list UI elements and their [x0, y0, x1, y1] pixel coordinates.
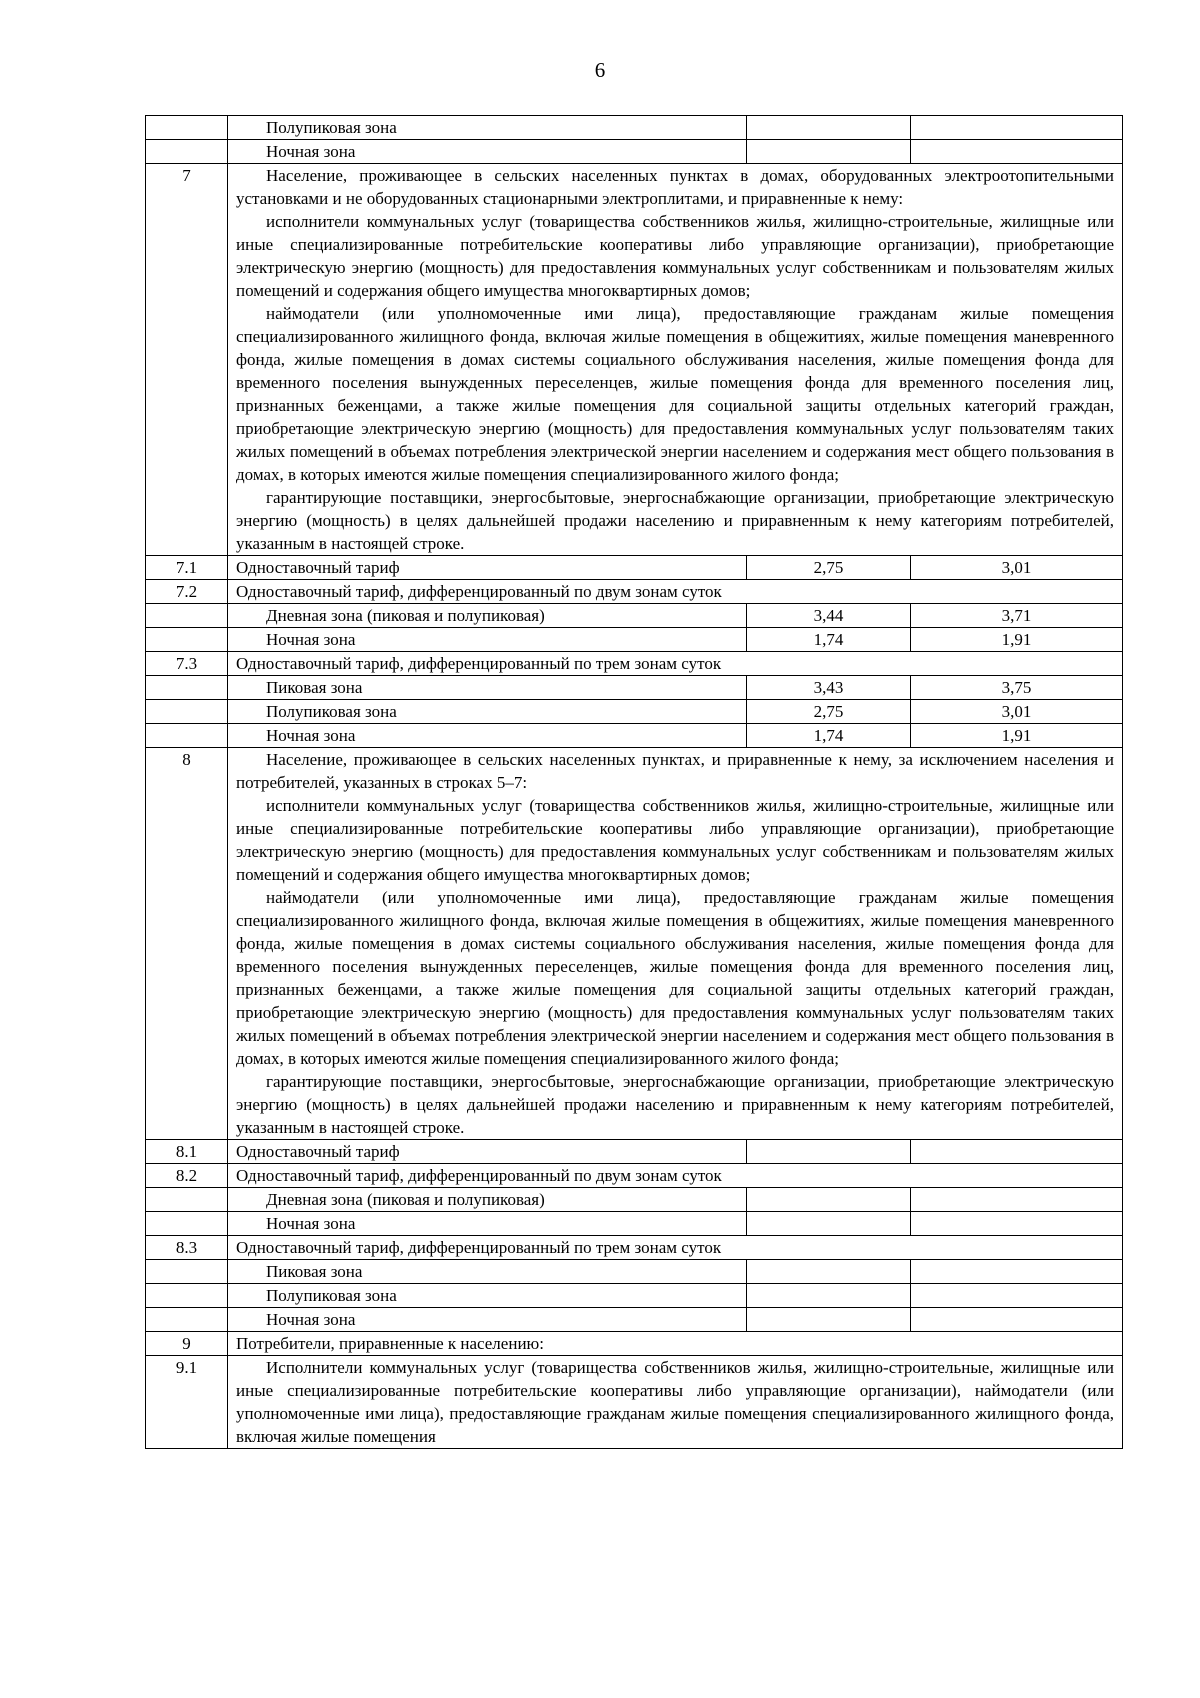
- table-row: 9.1 Исполнители коммунальных услуг (товарищества собственников жилья, жилищно-строительные, жилищные или иные специализированные потребительские кооперативы либо управляющие организации), наймодатели (или уполномоченные ими лица), предоставляющие гражданам жилые помещения специализированного жилищного фонда, включая жилые помещения: [146, 1356, 1123, 1449]
- table-row: 7 Население, проживающее в сельских населенных пунктах в домах, оборудованных электроотопительными установками и не оборудованных стационарными электроплитами, и приравненные к нему: исполнители коммунальных услуг (товарищества собственников жилья, жилищно-строительные, жилищные или иные специализированные потребительские кооперативы либо управляющие организации), приобретающие электрическую энергию (мощность) для предоставления коммунальных услуг собственникам и пользователям жилых помещений и содержания общего имущества многоквартирных домов; наймодатели (или уполномоченные ими лица), предоставляющие гражданам жилые помещения специализированного жилищного фонда, включая жилые помещения в общежитиях, жилые помещения маневренного фонда, жилые помещения в домах системы социального обслуживания населения, жилые помещения фонда для временного поселения вынужденных переселенцев, жилые помещения фонда для временного поселения лиц, признанных беженцами, а также жилые помещения для социальной защиты отдельных категорий граждан, приобретающие электрическую энергию (мощность) для предоставления коммунальных услуг пользователям таких жилых помещений в объемах потребления электрической энергии населением и содержания мест общего пользования в домах, в которых имеются жилые помещения специализированного жилого фонда; гарантирующие поставщики, энергосбытовые, энергоснабжающие организации, приобретающие электрическую энергию (мощность) в целях дальнейшей продажи населению и приравненным к нему категориям потребителей, указанным в настоящей строке.: [146, 164, 1123, 556]
- table-row: Ночная зона: [146, 1212, 1123, 1236]
- table-row: 7.1 Одноставочный тариф 2,75 3,01: [146, 556, 1123, 580]
- zone-label: Ночная зона: [228, 140, 747, 164]
- page-number: 6: [594, 58, 606, 82]
- table-row: 8.2 Одноставочный тариф, дифференцированный по двум зонам суток: [146, 1164, 1123, 1188]
- table-row: 7.2 Одноставочный тариф, дифференцированный по двум зонам суток: [146, 580, 1123, 604]
- table-row: 9 Потребители, приравненные к населению:: [146, 1332, 1123, 1356]
- table-row: [146, 116, 1123, 140]
- table-row: [146, 140, 1123, 164]
- table-row: Ночная зона 1,74 1,91: [146, 724, 1123, 748]
- tariff-table: [145, 115, 1123, 1449]
- table-row: Полупиковая зона: [146, 1284, 1123, 1308]
- table-row: Дневная зона (пиковая и полупиковая): [146, 1188, 1123, 1212]
- table-row: 8.1 Одноставочный тариф: [146, 1140, 1123, 1164]
- row-description: Население, проживающее в сельских населенных пунктах в домах, оборудованных электроотопительными установками и не оборудованных стационарными электроплитами, и приравненные к нему:: [236, 166, 1114, 208]
- row-number: 7: [146, 164, 228, 556]
- table-row: Ночная зона: [146, 1308, 1123, 1332]
- table-row: 8.3 Одноставочный тариф, дифференцированный по трем зонам суток: [146, 1236, 1123, 1260]
- table-row: 7.3 Одноставочный тариф, дифференцированный по трем зонам суток: [146, 652, 1123, 676]
- table-row: Дневная зона (пиковая и полупиковая) 3,44 3,71: [146, 604, 1123, 628]
- zone-label: Полупиковая зона: [228, 116, 747, 140]
- table-row: 8 Население, проживающее в сельских населенных пунктах, и приравненные к нему, за исключением населения и потребителей, указанных в строках 5–7: исполнители коммунальных услуг (товарищества собственников жилья, жилищно-строительные, жилищные или иные специализированные потребительские кооперативы либо управляющие организации), приобретающие электрическую энергию (мощность) для предоставления коммунальных услуг собственникам и пользователям жилых помещений и содержания общего имущества многоквартирных домов; наймодатели (или уполномоченные ими лица), предоставляющие гражданам жилые помещения специализированного жилищного фонда, включая жилые помещения в общежитиях, жилые помещения маневренного фонда, жилые помещения в домах системы социального обслуживания населения, жилые помещения фонда для временного поселения вынужденных переселенцев, жилые помещения фонда для временного поселения лиц, признанных беженцами, а также жилые помещения для социальной защиты отдельных категорий граждан, приобретающие электрическую энергию (мощность) для предоставления коммунальных услуг пользователям таких жилых помещений в объемах потребления электрической энергии населением и содержания мест общего пользования в домах, в которых имеются жилые помещения специализированного жилого фонда; гарантирующие поставщики, энергосбытовые, энергоснабжающие организации, приобретающие электрическую энергию (мощность) в целях дальнейшей продажи населению и приравненным к нему категориям потребителей, указанным в настоящей строке.: [146, 748, 1123, 1140]
- table-row: Ночная зона 1,74 1,91: [146, 628, 1123, 652]
- table-row: Пиковая зона 3,43 3,75: [146, 676, 1123, 700]
- table-row: Полупиковая зона 2,75 3,01: [146, 700, 1123, 724]
- table-row: Пиковая зона: [146, 1260, 1123, 1284]
